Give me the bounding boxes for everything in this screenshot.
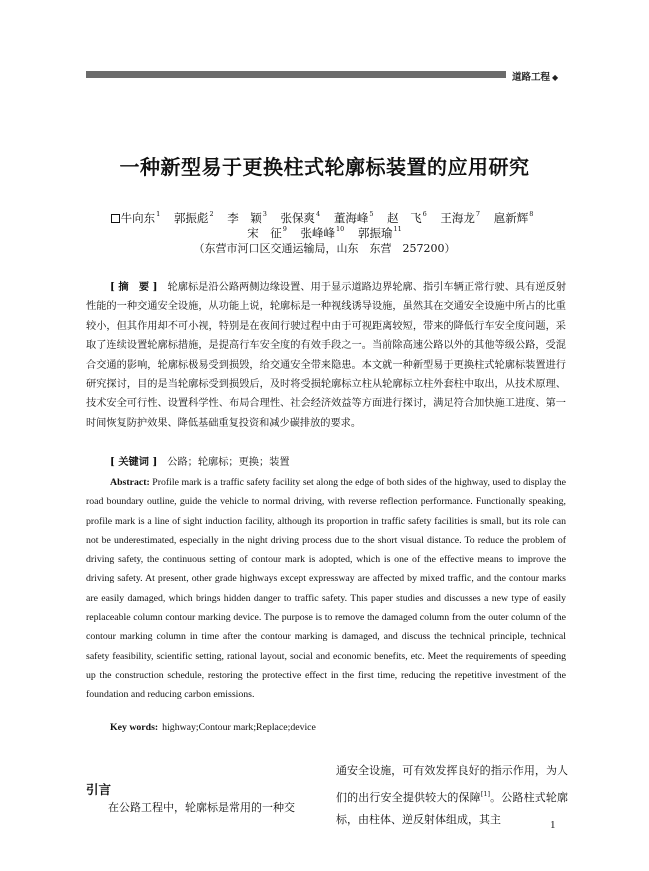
abstract-en-label: Abstract: — [110, 477, 150, 488]
paper-title: 一种新型易于更换柱式轮廓标装置的应用研究 — [119, 155, 530, 179]
intro-right-column: 通安全设施，可有效发挥良好的指示作用，为人们的出行安全提供较大的保障[1]。公路柱式轮廓标，由柱体、逆反射体组成，其主 — [336, 764, 569, 826]
author: 张峰峰$^{10}$ — [300, 225, 345, 240]
abstract-cn — [86, 278, 566, 433]
section-heading-intro: 引言 — [86, 782, 112, 797]
abstract-cn-label: [ 摘 要 ] — [110, 281, 158, 293]
affiliation: （东营市河口区交通运输局，山东 东营 257200） — [193, 242, 456, 255]
abstract-cn-text: 轮廓标是沿公路两侧边缘设置、用于显示道路边界轮廓、指引车辆正常行驶、具有逆反射性能的一种交通安全设施，从功能上说，轮廓标是一种视线诱导设施，虽然其在交通安全设施中所占的比重较小，但其作用却不可小视，特别是在夜间行驶过程中由于可视距离较短，带来的降低行车安全度问题，采取了连续设置轮廓标措施，是提高行车安全度的有效手段之一。当前除高速公路以外的其他等级公路，受混合交通的影响，轮廓标极易受到损毁，给交通安全带来隐患。本文就一种新型易于更换柱式轮廓标装置进行研究探讨，目的是当轮廓标受到损毁后，及时将受损轮廓标立柱从轮廓标立柱外套柱中取出，从技术原理、技术安全可行性、设置科学性、布局合理性、社会经济效益等方面进行探讨，满足符合加快施工进度、第一时间恢复防护效果、降低基础重复投资和减少碳排放的要求。 — [86, 282, 567, 429]
keywords-cn-text: 公路；轮廓标；更换；装置 — [167, 457, 290, 468]
author: 郭振瑜$^{11}$ — [357, 225, 402, 240]
author: 王海龙$^7$ — [440, 210, 481, 225]
section-label: 道路工程 — [512, 72, 551, 83]
abstract-en — [86, 473, 566, 705]
intro-left-column: 在公路工程中，轮廓标是常用的一种交 — [108, 801, 295, 814]
author: 郭振彪$^2$ — [173, 210, 214, 225]
keywords-en-text: highway;Contour mark;Replace;device — [162, 722, 316, 733]
author: 牛向东$^1$ — [120, 210, 161, 225]
author: 赵 飞$^6$ — [387, 210, 427, 225]
keywords-cn-label: [ 关键词 ] — [110, 456, 158, 468]
diamond-icon: ◆ — [552, 73, 559, 82]
keywords-en-label: Key words: — [110, 722, 159, 733]
author: 李 颖$^3$ — [227, 210, 267, 225]
abstract-en-text: Profile mark is a traffic safety facility set along the edge of both sides of the highway, used to display the road boundary outline, guide the vehicle to normal driving, with reverse reflection performance. Functionally speaking, profile mark is a line of sight induction facility, although its proportion in traffic safety facilities is small, but its role can not be underestimated, especially in the night driving process due to the short visual distance. To reduce the problem of driving safety, the continuous setting of contour mark is adopted, which is one of the effective means to improve the driving safety. At present, other grade highways except expressway are affected by mixed traffic, and the contour marks are easily damaged, which brings hidden danger to traffic safety. This paper studies and discusses a new type of easily replaceable column contour marking device. The purpose is to remove the damaged column from the outer column of the contour marking column in time after the contour marking is damaged, and discuss the technical principle, technical safety feasibility, scientific setting, rational layout, social and economic benefits, etc. Meet the requirements of speeding up the construction schedule, restoring the protective effect in the first time, reducing the repetitive investment of the foundation and reducing carbon emissions. — [86, 477, 567, 701]
running-header — [512, 69, 558, 83]
keywords-cn — [110, 453, 290, 468]
author: 扈新辉$^8$ — [493, 210, 534, 225]
author-list-line2 — [60, 221, 589, 241]
author: 宋 征$^9$ — [247, 225, 287, 240]
author: 董海峰$^5$ — [333, 210, 374, 225]
header-rule — [86, 71, 506, 78]
page-number: 1 — [550, 819, 556, 831]
citation-ref: [1] — [480, 789, 491, 798]
keywords-en — [110, 722, 316, 733]
author: 张保爽$^4$ — [280, 210, 321, 225]
